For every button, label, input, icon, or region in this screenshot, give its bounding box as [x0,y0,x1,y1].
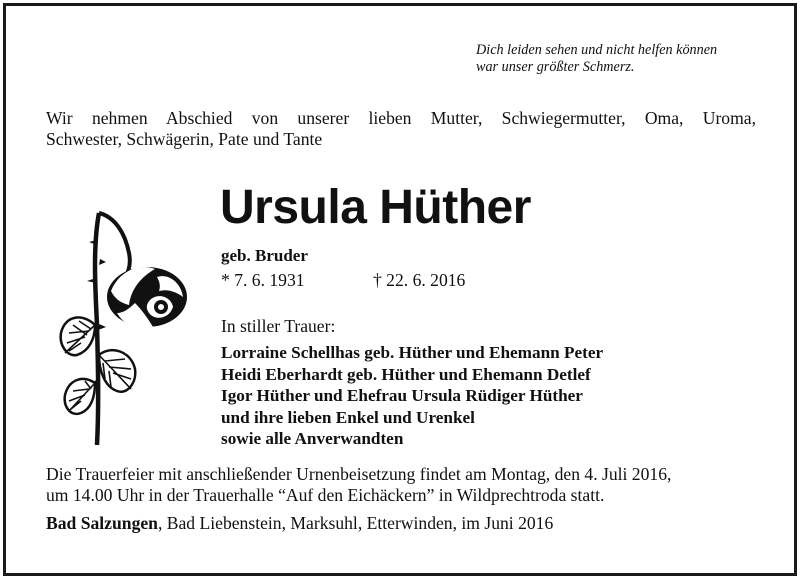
intro-line-1: Wir nehmen Abschied von unserer lieben Mutter, Schwiegermutter, Oma, Uroma, [46,108,756,128]
quote-line-2: war unser größter Schmerz. [476,59,635,75]
maiden-name: geb. Bruder [221,246,308,265]
rose-leaf-left-lower [65,379,95,414]
rose-stem-curve [99,213,130,277]
other-places: , Bad Liebenstein, Marksuhl, Etterwinden, im Juni 2016 [157,513,554,533]
life-dates [221,270,465,291]
places-and-date [46,513,553,534]
mourner-line: sowie alle Anverwandten [221,429,404,448]
rose-illustration [55,205,205,450]
service-line-2: um 14.00 Uhr in der Trauerhalle “Auf den Eichäckern” in Wildprechtroda statt. [46,485,605,505]
mourners-list [221,342,603,450]
mourner-line: Heidi Eberhardt geb. Hüther und Ehemann Detlef [221,364,591,384]
rose-leaf-right [99,350,135,392]
rose-leaf-left-upper [61,317,95,355]
rose-bloom [107,267,187,328]
intro-text [46,108,756,150]
deceased-name: Ursula Hüther [220,181,531,234]
memorial-quote [476,42,717,76]
birth-date: * 7. 6. 1931 [221,270,305,290]
primary-place: Bad Salzungen [46,513,158,533]
death-date: † 22. 6. 2016 [372,270,466,290]
service-line-1: Die Trauerfeier mit anschließender Urnenbeisetzung findet am Montag, den 4. Juli 2016, [46,464,672,484]
mourner-line: und ihre lieben Enkel und Urenkel [221,407,475,427]
mourner-line: Igor Hüther und Ehefrau Ursula Rüdiger Hüther [221,386,583,405]
service-announcement [46,464,756,506]
intro-line-2: Schwester, Schwägerin, Pate und Tante [46,129,323,149]
quote-line-1: Dich leiden sehen und nicht helfen können [476,42,718,58]
mourner-line: Lorraine Schellhas geb. Hüther und Ehemann Peter [221,343,604,362]
mourning-heading: In stiller Trauer: [221,316,336,336]
